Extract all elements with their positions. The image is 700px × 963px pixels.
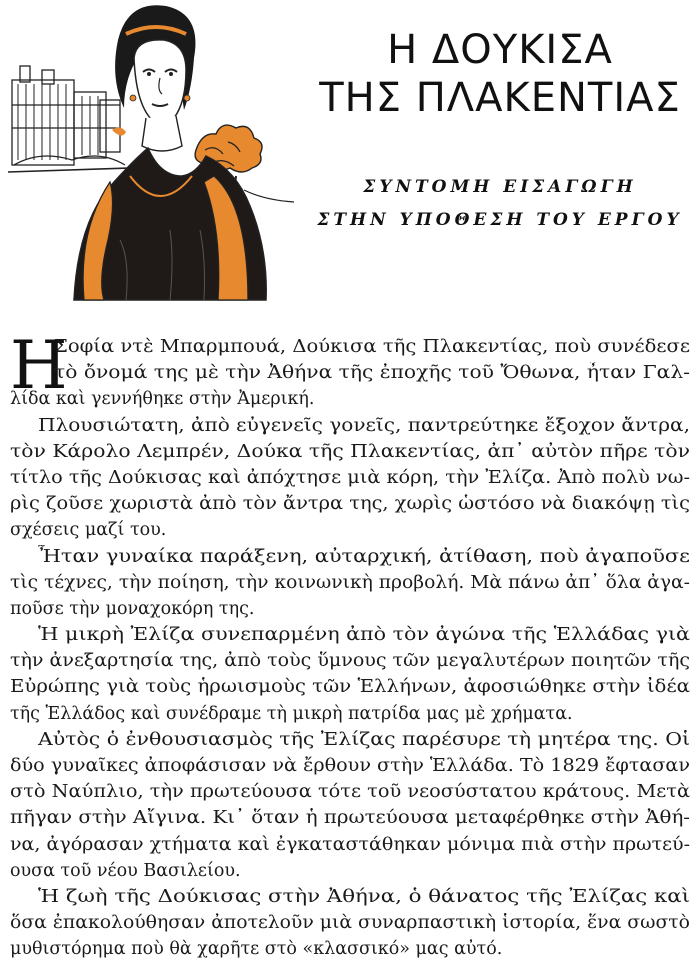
- paragraph-line: ουσα τοῦ νέου Βασιλείου.: [10, 860, 241, 881]
- duchess-portrait-illustration: [0, 0, 300, 310]
- paragraph-line: τὸν Κάρολο Λεμπρέν, Δούκα τῆς Πλακεντίας, ἀπ᾽ αὐτὸν πῆρε τὸν: [10, 441, 690, 462]
- paragraph-line: ὅσα ἐπακολούθησαν ἀποτελοῦν μιὰ συναρπαστικὴ ἱστορία, ἕνα σωστὸ: [10, 913, 690, 934]
- paragraph-line: τὴν ἀνεξαρτησία της, ἀπὸ τοὺς ὕμνους τῶν μεγαλυτέρων ποιητῶν τῆς: [10, 651, 690, 672]
- paragraph-line: Σοφία ντὲ Μπαρμπουά, Δούκισα τῆς Πλακεντίας, ποὺ συνέδεσε: [54, 337, 690, 357]
- paragraph-line: Ἡ ζωὴ τῆς Δούκισας στὴν Ἀθήνα, ὁ θάνατος τῆς Ἐλίζας καὶ: [38, 886, 690, 907]
- paragraph: [10, 327, 690, 413]
- paragraph-line: ρὶς ζοῦσε χωριστὰ ἀπὸ τὸν ἄντρα της, χωρὶς ὡστόσο νὰ διακόψῃ τὶς: [10, 494, 690, 515]
- paragraph: [10, 413, 690, 544]
- paragraph-line: Αὐτὸς ὁ ἐνθουσιασμὸς τῆς Ἐλίζας παρέσυρε τὴ μητέρα της. Οἱ: [38, 729, 690, 750]
- paragraph: [10, 622, 690, 727]
- paragraph-line: τὶς τέχνες, τὴν ποίηση, τὴν κοινωνικὴ προβολή. Μὰ πάνω ἀπ᾽ ὅλα ἀγα-: [10, 572, 690, 593]
- paragraph-line: σχέσεις μαζί του.: [10, 520, 167, 541]
- subtitle-line-2: ΣΤΗΝ ΥΠΟΘΕΣΗ ΤΟΥ ΕΡΓΟΥ: [317, 210, 683, 230]
- paragraph-line: Πλουσιώτατη, ἀπὸ εὐγενεῖς γονεῖς, παντρεύτηκε ἔξοχον ἄντρα,: [38, 415, 690, 436]
- paragraph-line: λίδα καὶ γεννήθηκε στὴν Ἀμερική.: [10, 389, 315, 410]
- paragraph-line: Εὐρώπης γιὰ τοὺς ἡρωισμοὺς τῶν Ἑλλήνων, ἀφοσιώθηκε στὴν ἰδέα: [10, 677, 690, 698]
- castle-drawing: [8, 66, 130, 172]
- article-body: [10, 327, 690, 963]
- paragraph: [10, 727, 690, 884]
- paragraph-line: στὸ Ναύπλιο, τὴν πρωτεύουσα τότε τοῦ νεοσύστατου κράτους. Μετὰ: [10, 782, 690, 803]
- orange-accent-icon: [112, 127, 126, 135]
- subtitle-line-1: ΣΥΝΤΟΜΗ ΕΙΣΑΓΩΓΗ: [363, 177, 637, 197]
- paragraph: [10, 544, 690, 623]
- drop-cap: Η: [10, 327, 68, 404]
- paragraph-line: τίτλο τῆς Δούκισας καὶ ἀπόχτησε μιὰ κόρη, τὴν Ἐλίζα. Ἀπὸ πολὺ νω-: [10, 467, 690, 488]
- paragraph-line: δύο γυναῖκες ἀποφάσισαν νὰ ἔρθουν στὴν Ἑλλάδα. Τὸ 1829 ἔφτασαν: [10, 756, 690, 776]
- paragraph-line: ποῦσε τὴν μοναχοκόρη της.: [10, 598, 255, 619]
- page-title: [300, 26, 700, 122]
- page-subtitle: [300, 171, 700, 237]
- paragraph-line: τὸ ὄνομά της μὲ τὴν Ἀθήνα τῆς ἐποχῆς τοῦ Ὄθωνα, ἦταν Γαλ-: [54, 363, 690, 384]
- duchess-illustration-svg: [0, 0, 300, 310]
- paragraph-line: μυθιστόρημα ποὺ θὰ χαρῆτε στὸ «κλασσικό» μας αὐτό.: [10, 939, 503, 960]
- paragraph-line: Ἡ μικρὴ Ἐλίζα συνεπαρμένη ἀπὸ τὸν ἀγώνα τῆς Ἑλλάδας γιὰ: [38, 625, 690, 646]
- paragraph-line: πῆγαν στὴν Αἴγινα. Κι᾽ ὅταν ἡ πρωτεύουσα μεταφέρθηκε στὴν Ἀθή-: [10, 808, 690, 829]
- title-line-2: ΤΗΣ ΠΛΑΚΕΝΤΙΑΣ: [319, 75, 681, 121]
- article-paragraphs: [10, 327, 690, 963]
- paragraph-line: Ἦταν γυναίκα παράξενη, αὐταρχική, ἀτίθαση, ποὺ ἀγαποῦσε: [38, 546, 690, 567]
- paragraph-line: να, ἀγόρασαν χτήματα καὶ ἐγκαταστάθηκαν μόνιμα πιὰ στὴν πρωτεύ-: [10, 834, 690, 855]
- paragraph: [10, 884, 690, 963]
- paragraph-line: τῆς Ἑλλάδος καὶ συνέδραμε τὴ μικρὴ πατρίδα μας μὲ χρήματα.: [10, 703, 573, 724]
- title-line-1: Η ΔΟΥΚΙΣΑ: [387, 27, 613, 73]
